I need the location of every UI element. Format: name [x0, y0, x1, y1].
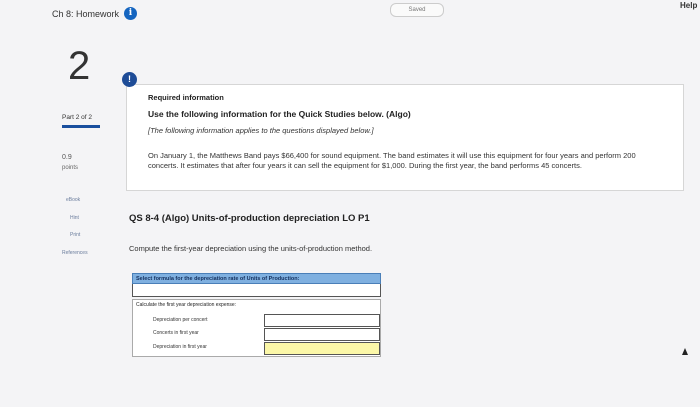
formula-table — [132, 273, 381, 297]
part-label: Part 2 of 2 — [62, 114, 92, 121]
depreciation-first-year-result — [264, 342, 380, 355]
hint-link[interactable]: Hint — [70, 215, 79, 221]
question-number: 2 — [68, 44, 91, 88]
info-note: [The following information applies to the questions displayed below.] — [148, 126, 374, 135]
quick-study-instruction: Compute the first-year depreciation using the units-of-production method. — [129, 244, 373, 253]
mouse-cursor-icon — [682, 348, 688, 355]
depreciation-per-concert-input[interactable] — [264, 314, 380, 327]
row-label-depreciation-per-concert: Depreciation per concert — [153, 317, 208, 323]
saved-status: Saved — [390, 3, 444, 17]
problem-text: On January 1, the Matthews Band pays $66,400 for sound equipment. The band estimates it will use this equipment for four years and perform 200 concerts. It estimates that after four years it can sell the equipment for $1,000. During the first year, the band performs 45 concerts. — [148, 151, 636, 170]
info-icon[interactable]: i — [124, 7, 137, 20]
part-progress-bar — [62, 125, 100, 128]
score-value: 0.9 — [62, 154, 72, 161]
row-label-concerts-first-year: Concerts in first year — [153, 330, 199, 336]
formula-header: Select formula for the depreciation rate of Units of Production: — [132, 273, 381, 284]
calculation-table — [132, 299, 381, 357]
concerts-first-year-input[interactable] — [264, 328, 380, 341]
points-label: points — [62, 165, 79, 171]
row-label-depreciation-first-year: Depreciation in first year — [153, 344, 207, 350]
calculation-header: Calculate the first year depreciation expense: — [136, 302, 237, 308]
ebook-link[interactable]: eBook — [66, 197, 81, 203]
print-link[interactable]: Print — [70, 232, 81, 238]
required-info-heading: Required information — [148, 93, 224, 102]
references-link[interactable]: References — [62, 250, 88, 256]
top-bar — [0, 0, 700, 28]
alert-icon: ! — [122, 72, 137, 87]
use-info-heading: Use the following information for the Quick Studies below. (Algo) — [148, 109, 411, 119]
formula-select-input[interactable] — [132, 284, 381, 297]
assignment-title: Ch 8: Homework — [52, 9, 120, 19]
quick-study-title: QS 8-4 (Algo) Units-of-production depreciation LO P1 — [129, 213, 370, 224]
help-link[interactable]: Help — [680, 1, 698, 10]
